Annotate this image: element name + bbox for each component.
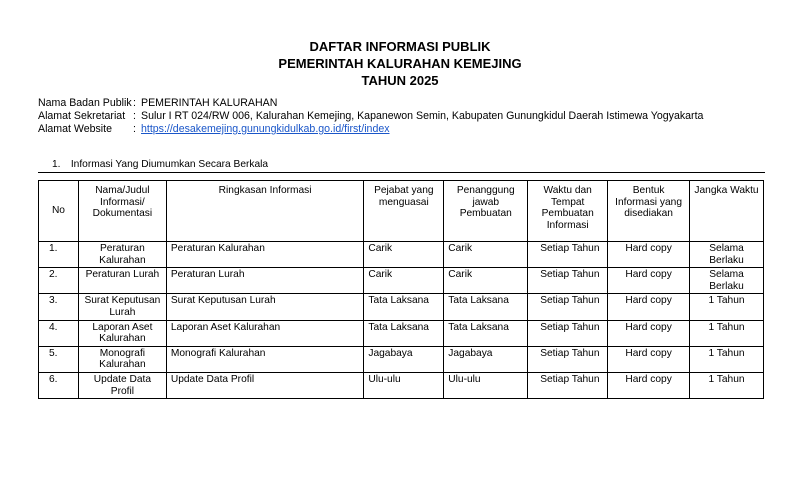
cell-official: Carik <box>364 268 444 294</box>
website-link[interactable]: https://desakemejing.gunungkidulkab.go.id/first/index <box>141 123 390 135</box>
colon: : <box>133 110 136 122</box>
cell-title: Monografi Kalurahan <box>78 346 166 372</box>
colon: : <box>133 97 136 109</box>
cell-format: Hard copy <box>608 242 690 268</box>
table-row <box>39 320 764 346</box>
cell-format: Hard copy <box>608 268 690 294</box>
cell-no: 1. <box>39 242 79 268</box>
cell-period: Selama Berlaku <box>690 242 764 268</box>
cell-no: 5. <box>39 346 79 372</box>
cell-responsible: Jagabaya <box>444 346 528 372</box>
header-responsible: Penanggung jawab Pembuatan <box>444 181 528 242</box>
cell-no: 4. <box>39 320 79 346</box>
cell-title: Surat Keputusan Lurah <box>78 294 166 320</box>
agency-name-value: PEMERINTAH KALURAHAN <box>141 97 278 109</box>
public-info-table <box>38 180 764 399</box>
cell-responsible: Ulu-ulu <box>444 372 528 398</box>
secretariat-address-label: Alamat Sekretariat <box>38 110 126 122</box>
cell-official: Tata Laksana <box>364 320 444 346</box>
table-row <box>39 346 764 372</box>
cell-summary: Peraturan Lurah <box>166 268 364 294</box>
cell-official: Ulu-ulu <box>364 372 444 398</box>
cell-responsible: Carik <box>444 268 528 294</box>
cell-responsible: Tata Laksana <box>444 294 528 320</box>
section-heading <box>38 158 765 173</box>
secretariat-address-value: Sulur I RT 024/RW 006, Kalurahan Kemejing, Kapanewon Semin, Kabupaten Gunungkidul Daerah Istimewa Yogyakarta <box>141 110 704 122</box>
cell-summary: Surat Keputusan Lurah <box>166 294 364 320</box>
cell-time-place: Setiap Tahun <box>528 294 608 320</box>
cell-no: 2. <box>39 268 79 294</box>
cell-format: Hard copy <box>608 372 690 398</box>
cell-time-place: Setiap Tahun <box>528 372 608 398</box>
cell-no: 6. <box>39 372 79 398</box>
cell-format: Hard copy <box>608 346 690 372</box>
cell-format: Hard copy <box>608 320 690 346</box>
document-title <box>0 38 800 89</box>
cell-title: Peraturan Lurah <box>78 268 166 294</box>
title-line-3: TAHUN 2025 <box>361 73 439 88</box>
cell-period: Selama Berlaku <box>690 268 764 294</box>
cell-time-place: Setiap Tahun <box>528 242 608 268</box>
cell-responsible: Carik <box>444 242 528 268</box>
secretariat-address-row <box>38 110 703 123</box>
table-row <box>39 242 764 268</box>
section-number: 1. <box>52 159 61 170</box>
colon: : <box>133 123 136 135</box>
cell-official: Carik <box>364 242 444 268</box>
cell-title: Update Data Profil <box>78 372 166 398</box>
website-row <box>38 123 703 136</box>
cell-period: 1 Tahun <box>690 320 764 346</box>
cell-official: Jagabaya <box>364 346 444 372</box>
table-row <box>39 294 764 320</box>
cell-summary: Monografi Kalurahan <box>166 346 364 372</box>
header-summary: Ringkasan Informasi <box>166 181 364 242</box>
cell-title: Peraturan Kalurahan <box>78 242 166 268</box>
header-period: Jangka Waktu <box>690 181 764 242</box>
header-format: Bentuk Informasi yang disediakan <box>608 181 690 242</box>
cell-period: 1 Tahun <box>690 372 764 398</box>
cell-time-place: Setiap Tahun <box>528 320 608 346</box>
cell-period: 1 Tahun <box>690 346 764 372</box>
cell-time-place: Setiap Tahun <box>528 346 608 372</box>
website-label: Alamat Website <box>38 123 112 135</box>
cell-time-place: Setiap Tahun <box>528 268 608 294</box>
agency-info <box>38 97 703 136</box>
header-official: Pejabat yang menguasai <box>364 181 444 242</box>
header-title: Nama/Judul Informasi/ Dokumentasi <box>78 181 166 242</box>
title-line-2: PEMERINTAH KALURAHAN KEMEJING <box>278 56 522 71</box>
cell-summary: Update Data Profil <box>166 372 364 398</box>
agency-name-row <box>38 97 703 110</box>
header-time-place: Waktu dan Tempat Pembuatan Informasi <box>528 181 608 242</box>
cell-title: Laporan Aset Kalurahan <box>78 320 166 346</box>
section-title: Informasi Yang Diumumkan Secara Berkala <box>70 159 269 170</box>
table-row <box>39 268 764 294</box>
cell-responsible: Tata Laksana <box>444 320 528 346</box>
table-row <box>39 372 764 398</box>
cell-summary: Peraturan Kalurahan <box>166 242 364 268</box>
cell-no: 3. <box>39 294 79 320</box>
table-header-row <box>39 181 764 242</box>
cell-format: Hard copy <box>608 294 690 320</box>
cell-period: 1 Tahun <box>690 294 764 320</box>
header-no: No <box>39 181 79 242</box>
cell-summary: Laporan Aset Kalurahan <box>166 320 364 346</box>
cell-official: Tata Laksana <box>364 294 444 320</box>
agency-name-label: Nama Badan Publik <box>38 97 132 109</box>
title-line-1: DAFTAR INFORMASI PUBLIK <box>309 39 491 54</box>
